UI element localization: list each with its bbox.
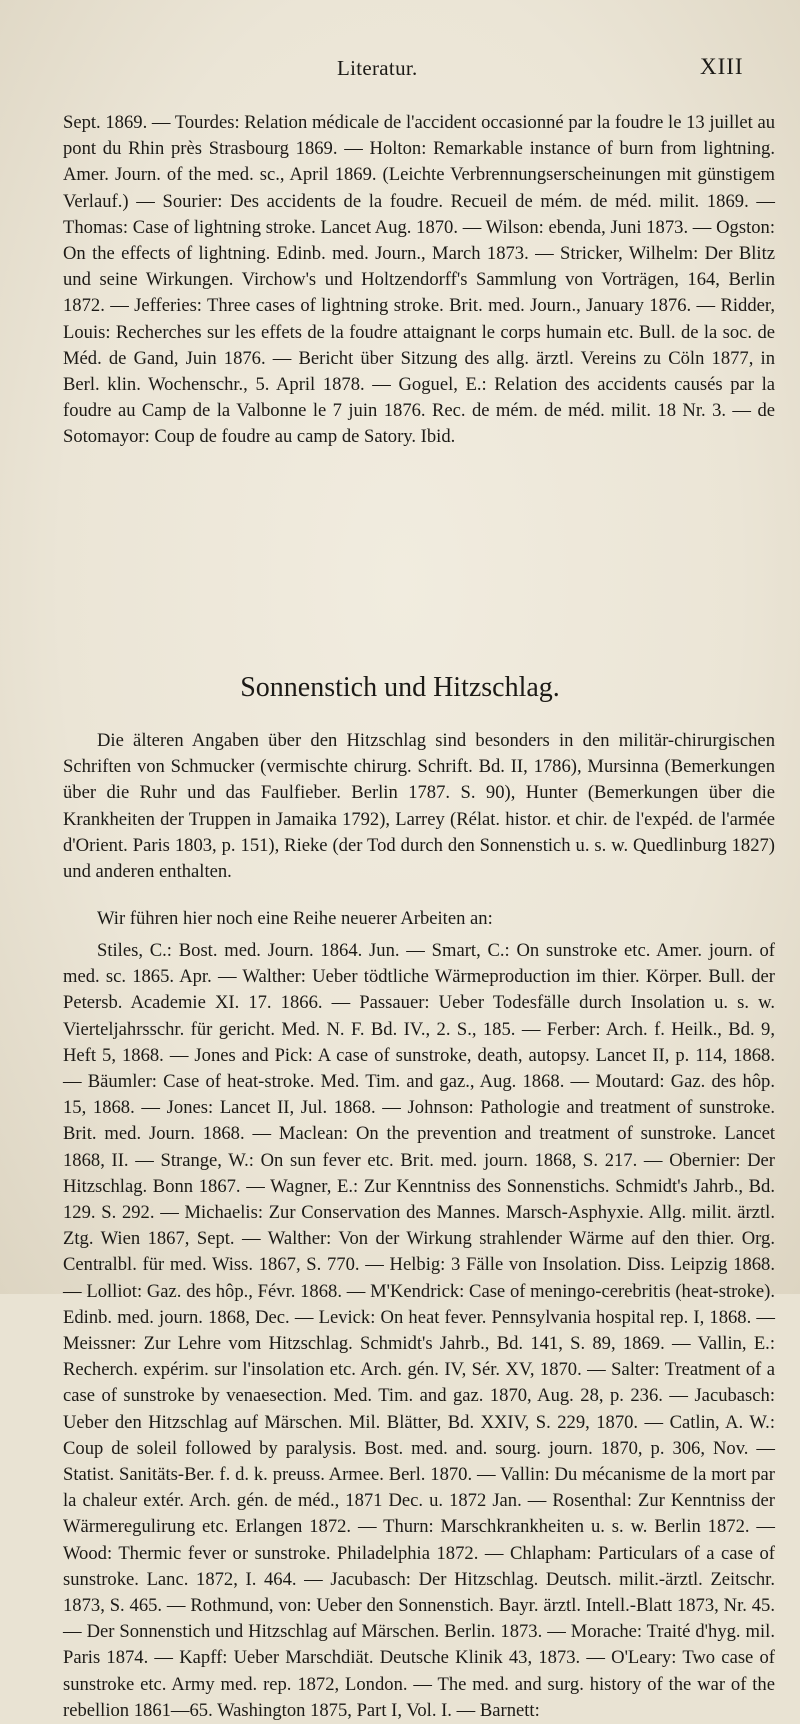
page-number: XIII (700, 54, 744, 79)
intro-paragraph: Die älteren Angaben über den Hitzschlag sind besonders in den militär-chirurgischen Schriften von Schmucker (vermischte chirurg. Schrift. Bd. II, 1786), Mursinna (Bemerkungen über die Ruhr und das Faulfieber. Berlin 1787. S. 90), Hunter (Bemerkungen über die Krankheiten der Truppen in Jamaika 1792), Larrey (Rélat. histor. et chir. de l'expéd. de l'armée d'Orient. Paris 1803, p. 151), Rieke (der Tod durch den Sonnenstich u. s. w. Quedlinburg 1827) und anderen enthalten. (63, 730, 775, 883)
running-title: Literatur. (337, 56, 418, 80)
works-paragraph: Stiles, C.: Bost. med. Journ. 1864. Jun. — Smart, C.: On sunstroke etc. Amer. journ. of med. sc. 1865. Apr. — Walther: Ueber tödtliche Wärmeproduction im thier. Körper. Bull. der Petersb. Academie XI. 17. 1866. — Passauer: Ueber Todesfälle durch Insolation u. s. w. Vierteljahrsschr. für gericht. Med. N. F. Bd. IV., 2. S., 185. — Ferber: Arch. f. Heilk., Bd. 9, Heft 5, 1868. — Jones and Pick: A case of sunstroke, death, autopsy. Lancet II, p. 114, 1868. — Bäumler: Case of heat-stroke. Med. Tim. and gaz., Aug. 1868. — Moutard: Gaz. des hôp. 15, 1868. — Jones: Lancet II, Jul. 1868. — Johnson: Pathologie and treatment of sunstroke. Brit. med. Journ. 1868. — Maclean: On the prevention and treatment of sunstroke. Lancet 1868, II. — Strange, W.: On sun fever etc. Brit. med. journ. 1868, S. 217. — Obernier: Der Hitzschlag. Bonn 1867. — Wagner, E.: Zur Kenntniss des Sonnenstichs. Schmidt's Jahrb., Bd. 129. S. 292. — Michaelis: Zur Conservation des Mannes. Marsch-Asphyxie. Allg. milit. ärztl. Ztg. Wien 1867, Sept. — Walther: Von der Wirkung strahlender Wärme auf den thier. Org. Centralbl. für med. Wiss. 1867, S. 770. — Helbig: 3 Fälle von Insolation. Diss. Leipzig 1868. — Lolliot: Gaz. des hôp., Févr. 1868. — M'Kendrick: Case of meningo-cerebritis (heat-stroke). Edinb. med. journ. 1868, Dec. — Levick: On heat fever. Pennsylvania hospital rep. I, 1868. — Meissner: Zur Lehre vom Hitzschlag. Schmidt's Jahrb., Bd. 141, S. 89, 1869. — Vallin, E.: Recherch. expérim. sur l'insolation etc. Arch. gén. IV, Sér. XV, 1870. — Salter: Treatment of a case of sunstroke by venaesection. Med. Tim. and gaz. 1870, Aug. 28, p. 236. — Jacubasch: Ueber den Hitzschlag auf Märschen. Mil. Blätter, Bd. XXIV, S. 229, 1870. — Catlin, A. W.: Coup de soleil followed by paralysis. Bost. med. and. sourg. journ. 1870, p. 306, Nov. — Statist. Sanitäts-Ber. f. d. k. preuss. Armee. Berl. 1870. — Vallin: Du mécanisme de la mort par la chaleur extér. Arch. gén. de méd., 1871 Dec. u. 1872 Jan. — Rosenthal: Zur Kenntniss der Wärmeregulirung etc. Erlangen 1872. — Thurn: Marschkrankheiten u. s. w. Berlin 1872. — Wood: Thermic fever or sunstroke. Philadelphia 1872. — Chlapham: Particulars of a case of sunstroke. Lanc. 1872, I. 464. — Jacubasch: Der Hitzschlag. Deutsch. milit.-ärztl. Zeitschr. 1873, S. 465. — Rothmund, von: Ueber den Sonnenstich. Bayr. ärztl. Intell.-Blatt 1873, Nr. 45. — Der Sonnenstich und Hitzschlag auf Märschen. Berlin. 1873. — Morache: Traité d'hyg. mil. Paris 1874. — Kapff: Ueber Marschdiät. Deutsche Klinik 43, 1873. — O'Leary: Two case of sunstroke etc. Army med. rep. 1872, London. — The med. and surg. history of the war of the rebellion 1861—65. Washington 1875, Part I, Vol. I. — Barnett: (63, 940, 775, 1721)
running-header (0, 56, 800, 86)
lead-paragraph: Wir führen hier noch eine Reihe neuerer Arbeiten an: (97, 908, 493, 929)
section-heading: Sonnenstich und Hitzschlag. (240, 672, 560, 703)
literature-paragraph-lightning: Sept. 1869. — Tourdes: Relation médicale de l'accident occasionné par la foudre le 13 juillet au pont du Rhin près Strasbourg 1869. — Holton: Remarkable instance of burn from lightning. Amer. Journ. of the med. sc., April 1869. (Leichte Verbrennungserscheinungen mit günstigem Verlauf.) — Sourier: Des accidents de la foudre. Recueil de mém. de méd. milit. 1869. — Thomas: Case of lightning stroke. Lancet Aug. 1870. — Wilson: ebenda, Juni 1873. — Ogston: On the effects of lightning. Edinb. med. Journ., March 1873. — Stricker, Wilhelm: Der Blitz und seine Wirkungen. Virchow's und Holtzendorff's Sammlung von Vorträgen, 164, Berlin 1872. — Jefferies: Three cases of lightning stroke. Brit. med. Journ., January 1876. — Ridder, Louis: Recherches sur les effets de la foudre attaignant le corps humain etc. Bull. de la soc. de Méd. de Gand, Juin 1876. — Bericht über Sitzung des allg. ärztl. Vereins zu Cöln 1877, in Berl. klin. Wochenschr., 5. April 1878. — Goguel, E.: Relation des accidents causés par la foudre au Camp de la Valbonne le 7 juin 1876. Rec. de mém. de méd. milit. 18 Nr. 3. — de Sotomayor: Coup de foudre au camp de Satory. Ibid. (63, 112, 775, 448)
